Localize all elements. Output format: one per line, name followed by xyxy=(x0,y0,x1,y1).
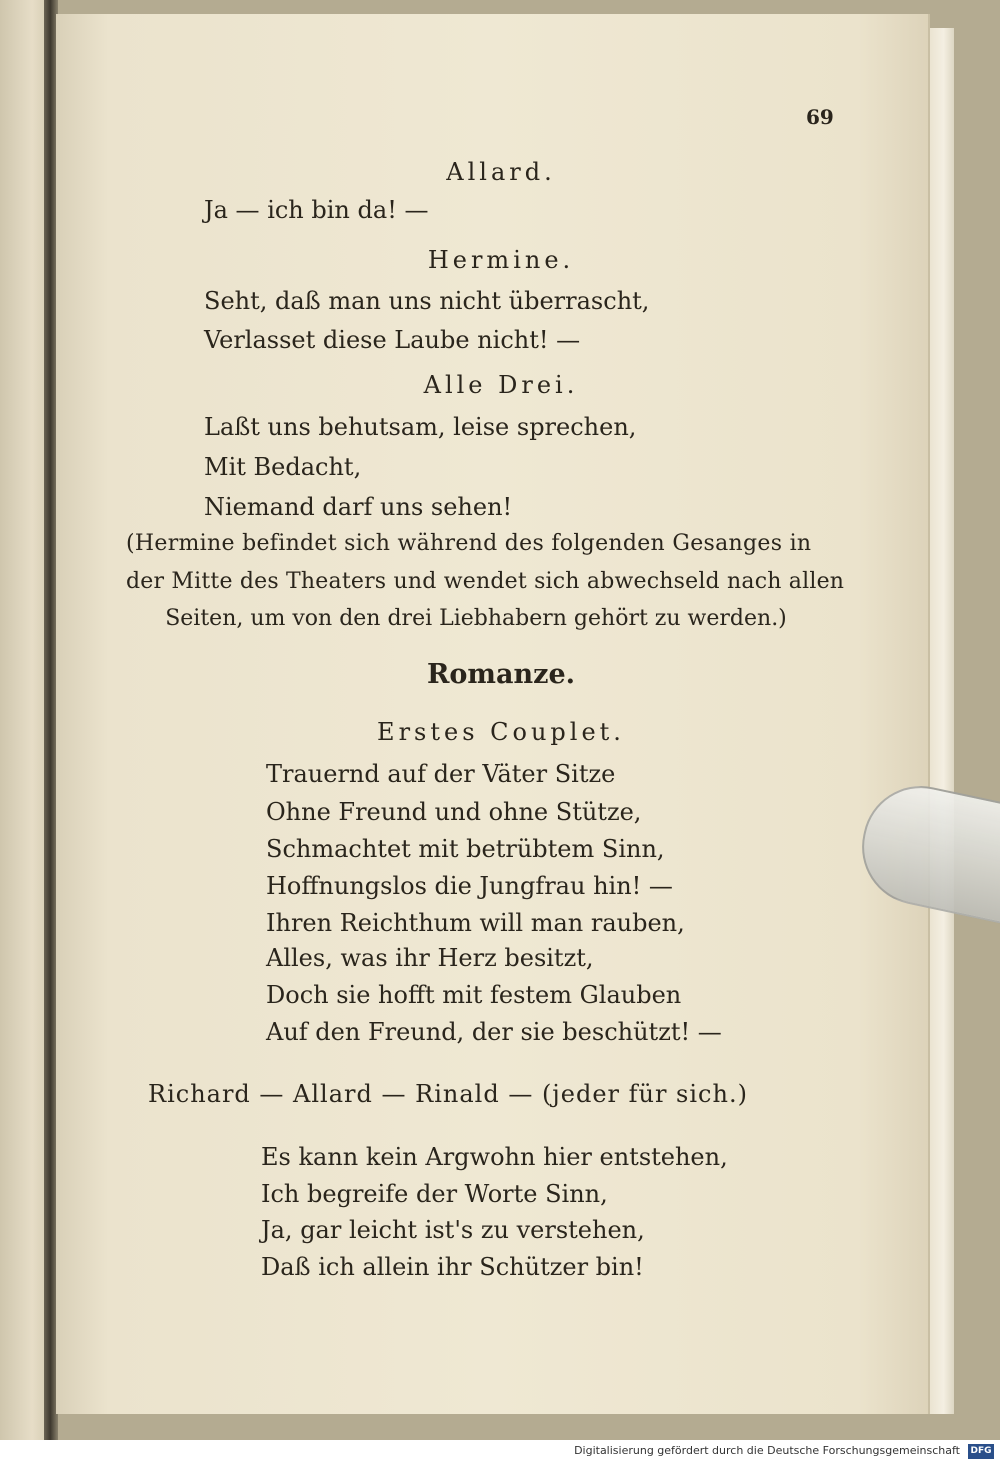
verse-line-8: Auf den Freund, der sie beschützt! — xyxy=(266,1018,722,1046)
speakers-trio: Richard — Allard — Rinald — (jeder für sich.) xyxy=(148,1080,748,1108)
alle-line-1: Laßt uns behutsam, leise sprechen, xyxy=(204,413,637,441)
speaker-alle-drei: Alle Drei. xyxy=(423,371,579,399)
verse-line-7: Doch sie hofft mit festem Glauben xyxy=(266,981,682,1009)
heading-couplet: Erstes Couplet. xyxy=(377,718,625,746)
verse-line-1: Trauernd auf der Väter Sitze xyxy=(266,760,616,788)
verse-line-6: Alles, was ihr Herz besitzt, xyxy=(266,944,594,972)
alle-line-2: Mit Bedacht, xyxy=(204,453,362,481)
funding-credit: Digitalisierung gefördert durch die Deutsche Forschungsgemeinschaft xyxy=(574,1444,960,1457)
stage-direction-line-1: (Hermine befindet sich während des folgenden Gesanges in xyxy=(126,531,812,556)
trio-line-1: Es kann kein Argwohn hier entstehen, xyxy=(261,1143,728,1171)
trio-line-4: Daß ich allein ihr Schützer bin! xyxy=(261,1253,644,1281)
speaker-allard: Allard. xyxy=(446,158,556,186)
speaker-hermine: Hermine. xyxy=(427,246,575,274)
verse-line-2: Ohne Freund und ohne Stütze, xyxy=(266,798,642,826)
page-stack-edge xyxy=(928,28,954,1414)
dfg-logo: DFG xyxy=(968,1444,994,1459)
verse-line-4: Hoffnungslos die Jungfrau hin! — xyxy=(266,872,673,900)
footer-bar xyxy=(0,1440,1000,1463)
stage-direction-line-2: der Mitte des Theaters und wendet sich abwechseld nach allen xyxy=(126,569,845,594)
hermine-line-1: Seht, daß man uns nicht überrascht, xyxy=(204,287,650,315)
allard-line-1: Ja — ich bin da! — xyxy=(204,196,429,224)
previous-page-edge xyxy=(0,0,46,1440)
trio-line-2: Ich begreife der Worte Sinn, xyxy=(261,1180,608,1208)
page-number: 69 xyxy=(806,105,834,129)
heading-romanze: Romanze. xyxy=(426,659,576,690)
book-page xyxy=(56,14,928,1414)
stage-direction-line-3: Seiten, um von den drei Liebhabern gehört zu werden.) xyxy=(165,606,787,631)
hermine-line-2: Verlasset diese Laube nicht! — xyxy=(204,326,581,354)
alle-line-3: Niemand darf uns sehen! xyxy=(204,493,513,521)
verse-line-5: Ihren Reichthum will man rauben, xyxy=(266,909,685,937)
trio-line-3: Ja, gar leicht ist's zu verstehen, xyxy=(261,1216,645,1244)
verse-line-3: Schmachtet mit betrübtem Sinn, xyxy=(266,835,665,863)
